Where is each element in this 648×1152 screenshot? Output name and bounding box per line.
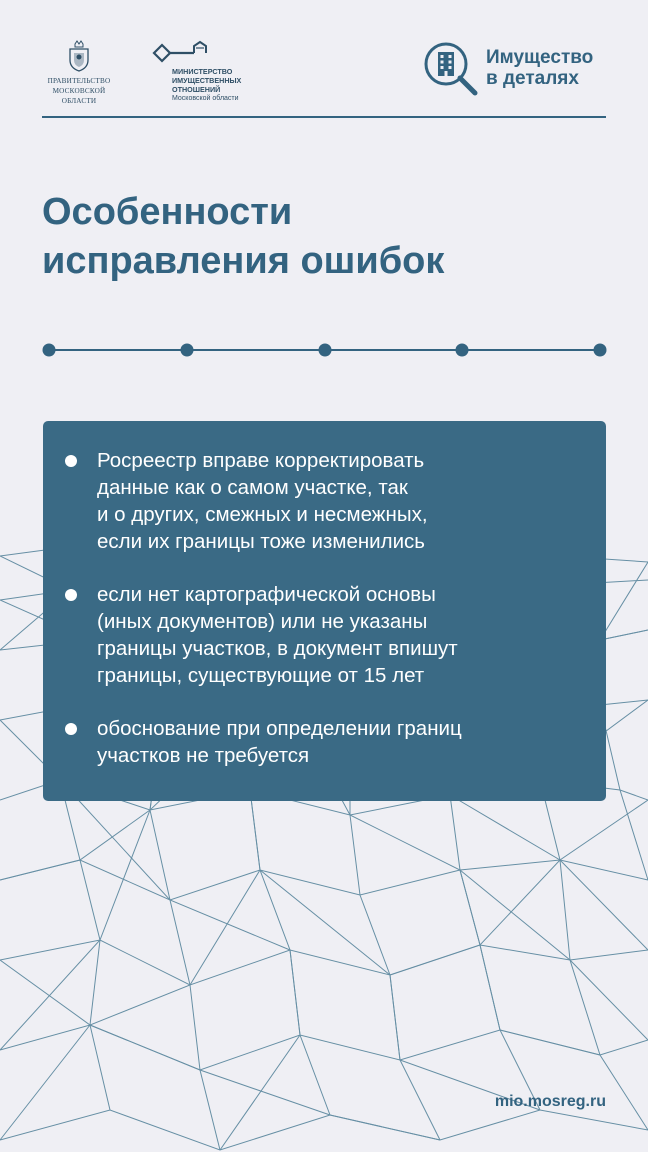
bullet-icon: [65, 723, 77, 735]
list-item-text: обоснование при определении границ участков не требуется: [97, 717, 462, 767]
header-divider: [42, 116, 606, 118]
list-item: [63, 715, 586, 769]
website-link[interactable]: mio.mosreg.ru: [494, 1093, 606, 1110]
building-magnifier-icon: [422, 40, 480, 98]
bullet-icon: [65, 589, 77, 601]
ministry-logo[interactable]: [152, 40, 292, 102]
decorative-dot-line: [42, 340, 607, 360]
list-item: [63, 581, 586, 689]
key-house-icon: [152, 40, 214, 66]
government-logo[interactable]: [42, 40, 116, 106]
ministry-name: МИНИСТЕРСТВО ИМУЩЕСТВЕННЫХ ОТНОШЕНИЙ Московской области: [172, 67, 242, 102]
brand-logo[interactable]: [422, 40, 612, 100]
coat-of-arms-icon: [66, 40, 92, 72]
info-card: [43, 421, 606, 801]
page-title: Особенности исправления ошибок: [42, 191, 445, 282]
list-item: [63, 447, 586, 555]
bullet-icon: [65, 455, 77, 467]
list-item-text: если нет картографической основы (иных документов) или не указаны границы участков, в документ впишут границы, существующие от 15 лет: [97, 583, 458, 687]
list-item-text: Росреестр вправе корректировать данные как о самом участке, так и о других, смежных и несмежных, если их границы тоже изменились: [97, 449, 428, 553]
brand-name: Имущество в деталях: [486, 47, 594, 89]
header: [42, 40, 606, 116]
government-name: ПРАВИТЕЛЬСТВО МОСКОВСКОЙ ОБЛАСТИ: [47, 77, 111, 105]
